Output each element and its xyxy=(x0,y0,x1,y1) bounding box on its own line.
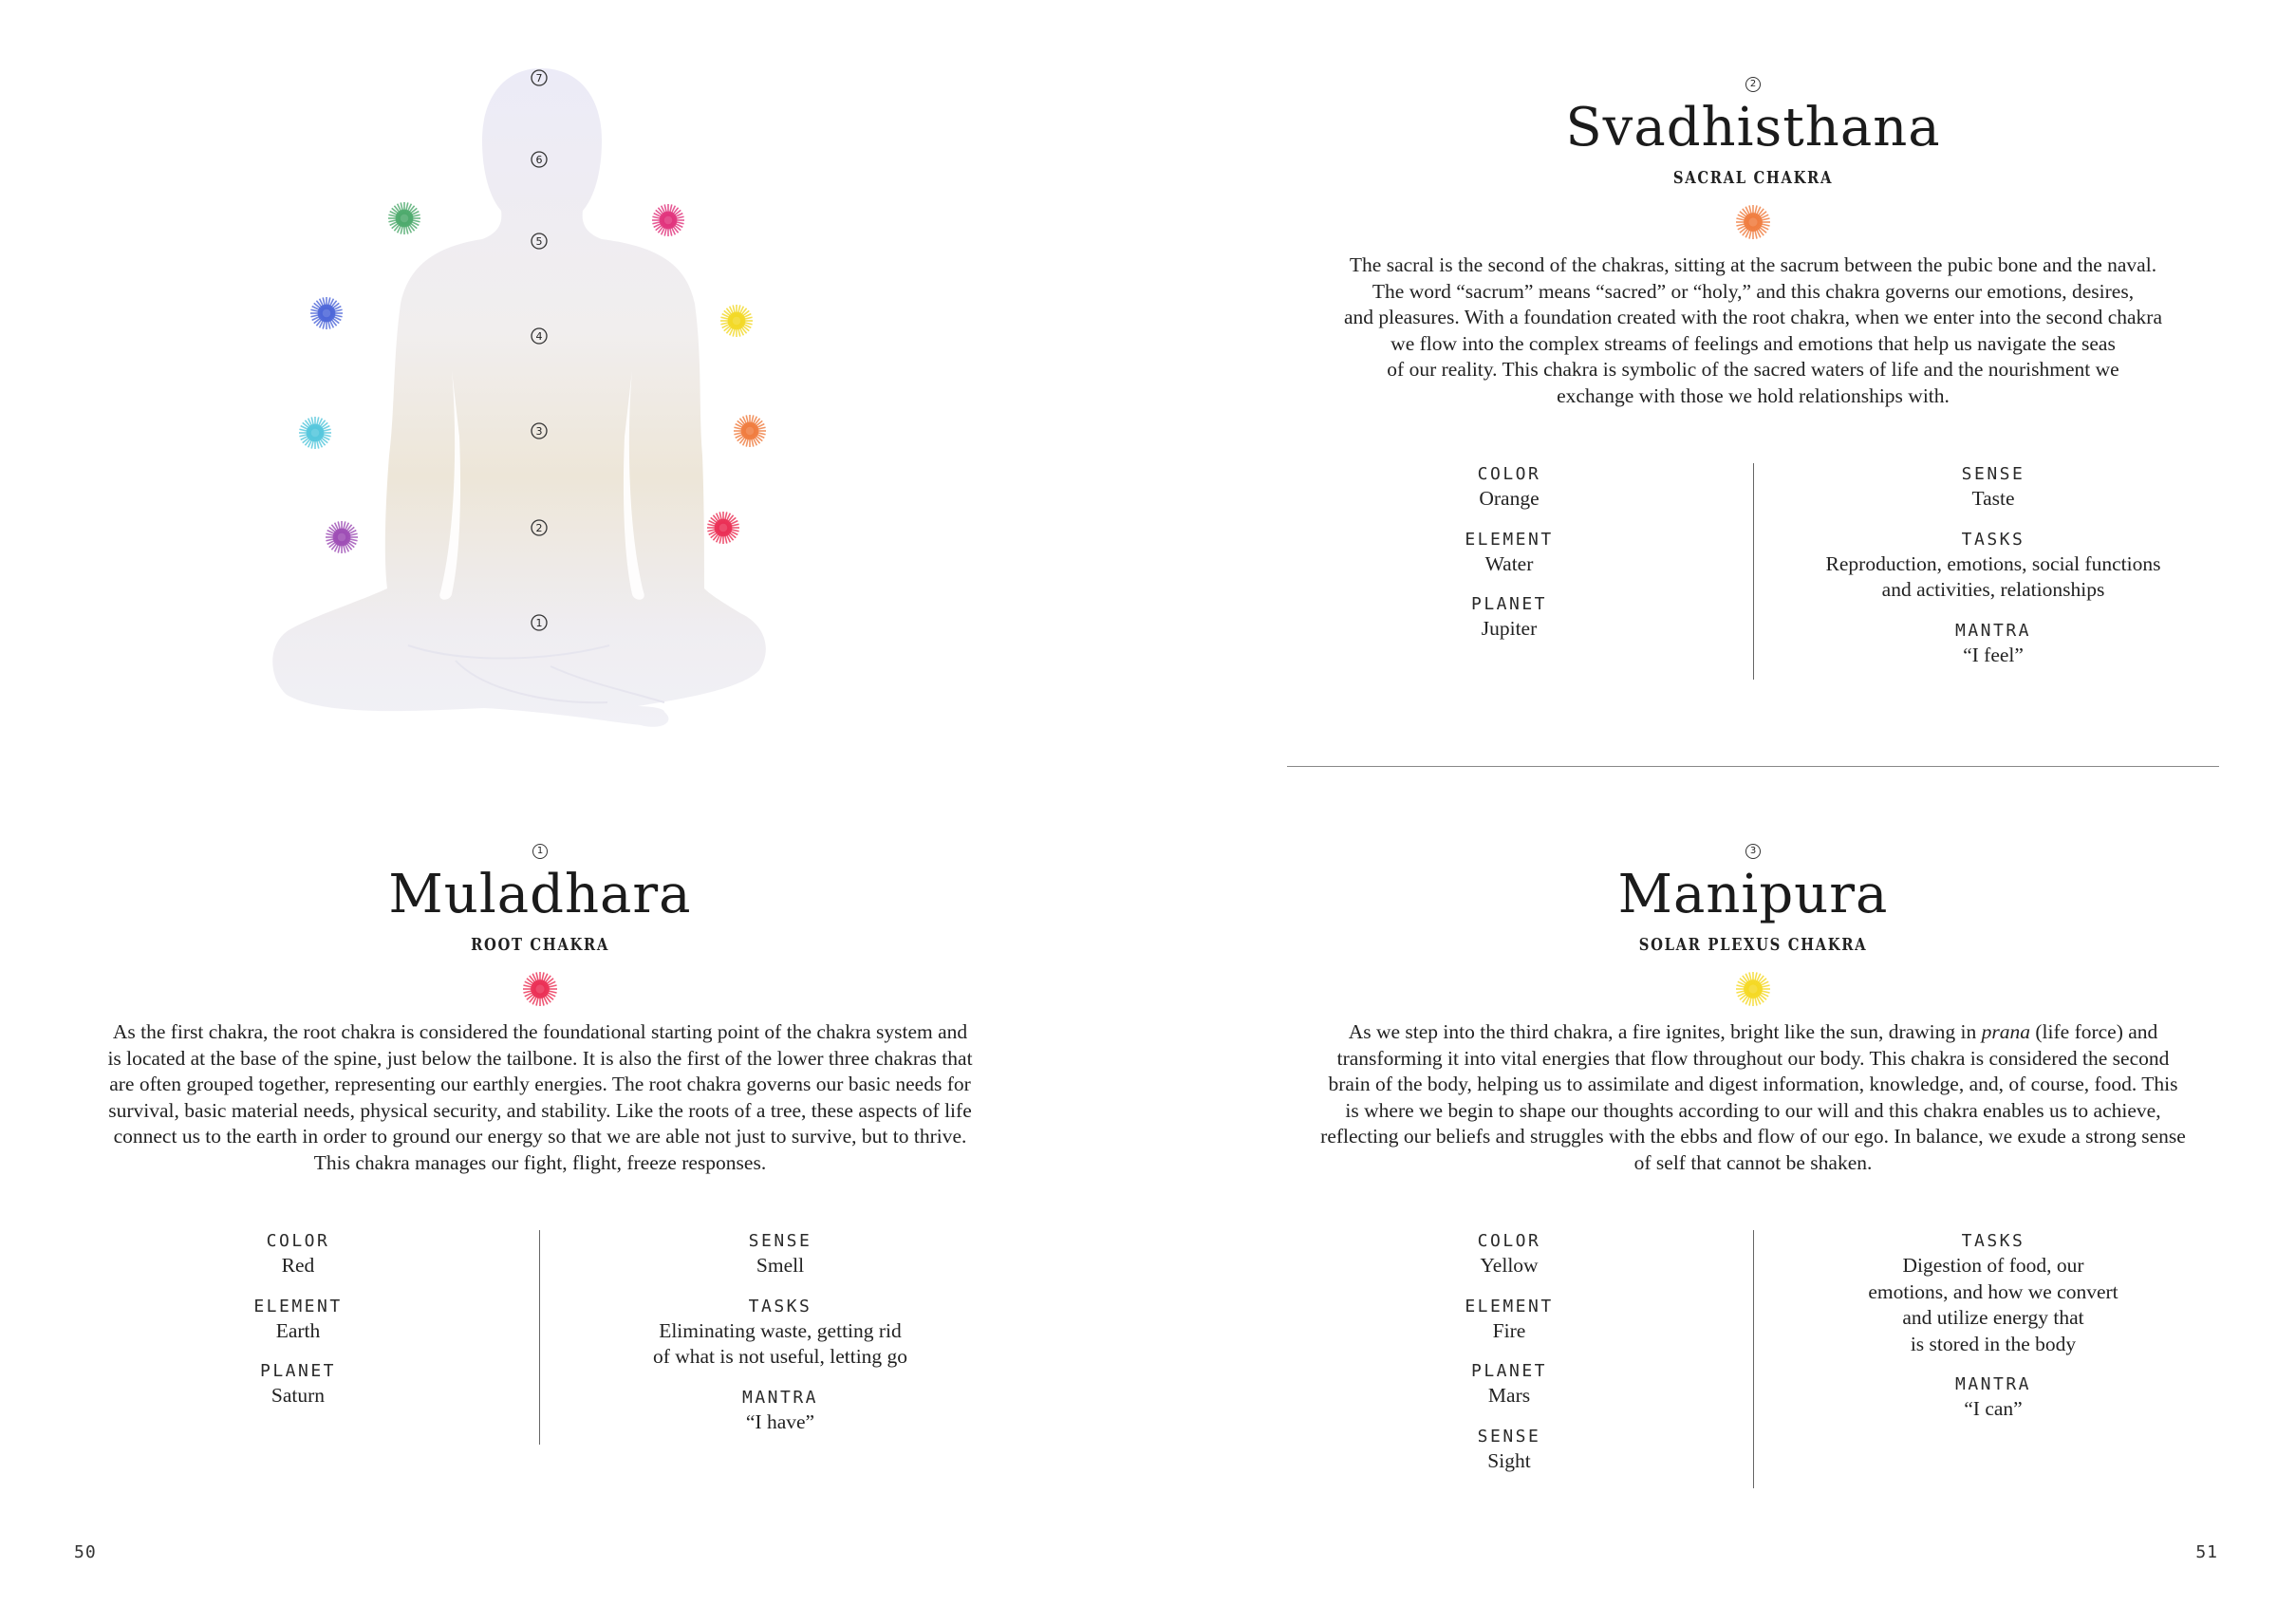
attribute-item xyxy=(1338,1230,1680,1279)
svg-text:2: 2 xyxy=(535,522,543,534)
chakra-number-badge: 3 xyxy=(1745,844,1761,859)
attribute-label: SENSE xyxy=(1477,1426,1541,1447)
attribute-item xyxy=(1338,1296,1680,1345)
chakra-title: Manipura xyxy=(1617,864,1889,925)
attribute-item xyxy=(1338,463,1680,513)
chakra-title: Muladhara xyxy=(388,864,692,925)
section-svadhisthana xyxy=(1287,74,2219,409)
attribute-item xyxy=(1784,620,2202,669)
attribute-label: COLOR xyxy=(1477,464,1541,484)
attribute-value: Saturn xyxy=(271,1384,326,1407)
attribute-label: ELEMENT xyxy=(1465,529,1554,550)
attribute-label: TASKS xyxy=(1961,1231,2025,1251)
attribute-value: Reproduction, emotions, social functions and activities, relationships xyxy=(1825,551,2161,601)
attribute-item xyxy=(571,1296,989,1371)
attribute-label: MANTRA xyxy=(741,1387,819,1408)
muladhara-attributes xyxy=(57,1230,1023,1447)
attribute-label: SENSE xyxy=(748,1231,812,1251)
orb-blue-icon xyxy=(310,297,343,329)
chakra-title: Svadhisthana xyxy=(1565,97,1941,159)
svg-text:7: 7 xyxy=(535,72,543,84)
chakra-subtitle: SOLAR PLEXUS CHAKRA xyxy=(1638,935,1868,955)
chakra-description xyxy=(1287,1019,2219,1176)
attribute-label: MANTRA xyxy=(1954,620,2032,641)
root-color-burst-icon xyxy=(519,968,561,1010)
attribute-value: Sight xyxy=(1487,1448,1531,1472)
attribute-item xyxy=(127,1360,469,1409)
attribute-item xyxy=(1784,1230,2202,1357)
attributes-right-column xyxy=(1784,1230,2202,1439)
svg-text:5: 5 xyxy=(535,235,543,248)
orb-pink-icon xyxy=(652,204,684,236)
attribute-value: Mars xyxy=(1487,1384,1531,1407)
chakra-subtitle: SACRAL CHAKRA xyxy=(1672,168,1834,188)
section-divider-line xyxy=(1287,766,2219,767)
attributes-right-column xyxy=(571,1230,989,1451)
attribute-label: TASKS xyxy=(748,1296,812,1316)
attribute-item xyxy=(127,1296,469,1345)
attribute-value: Red xyxy=(281,1254,315,1277)
solar-plexus-color-burst-icon xyxy=(1732,968,1774,1010)
attribute-item xyxy=(1338,1360,1680,1409)
attributes-left-column xyxy=(1338,1230,1680,1490)
attribute-label: COLOR xyxy=(266,1231,330,1251)
attribute-value: Orange xyxy=(1479,487,1540,510)
svg-text:1: 1 xyxy=(535,617,543,629)
page-number-right: 51 xyxy=(2195,1542,2218,1562)
attribute-value: Water xyxy=(1484,551,1534,575)
attribute-item xyxy=(1338,1426,1680,1475)
orb-red-icon xyxy=(707,512,739,544)
chakra-subtitle: ROOT CHAKRA xyxy=(471,935,609,955)
attribute-value: Taste xyxy=(1971,487,2015,510)
attribute-value: “I can” xyxy=(1964,1397,2023,1420)
attribute-item xyxy=(1338,529,1680,578)
chakra-number-badge: 2 xyxy=(1745,77,1761,92)
orb-yellow-icon xyxy=(720,305,753,337)
manipura-attributes xyxy=(1287,1230,2219,1488)
svg-text:4: 4 xyxy=(535,330,543,343)
attribute-value: Earth xyxy=(275,1318,321,1342)
attribute-item xyxy=(127,1230,469,1279)
chakra-description: As the first chakra, the root chakra is considered the foundational starting point of the chakra system and is located at the base of the spine, just below the tailbone. It is also the first of the lower three chakras that are often grouped together, representing our earthly energies. The root chakra governs our basic needs for survival, basic material needs, physical security, and stability. Like the roots of a tree, these aspects of life connect us to the earth in order to ground our energy so that we are able not just to survive, but to thrive. This chakra manages our fight, flight, freeze responses. xyxy=(107,1020,973,1174)
attribute-label: ELEMENT xyxy=(1465,1296,1554,1316)
section-manipura xyxy=(1287,841,2219,1176)
attribute-value: Eliminating waste, getting rid of what is not useful, letting go xyxy=(652,1318,908,1368)
attribute-label: PLANET xyxy=(259,1361,337,1381)
attribute-item xyxy=(1784,529,2202,604)
attribute-value: Digestion of food, our emotions, and how we convert and utilize energy that is stored in the body xyxy=(1868,1254,2118,1355)
attribute-value: “I have” xyxy=(745,1409,815,1433)
attribute-value: “I feel” xyxy=(1963,643,2024,666)
orb-cyan-icon xyxy=(299,417,331,449)
chakra-number-badge: 1 xyxy=(532,844,548,859)
chakra-description: The sacral is the second of the chakras, sitting at the sacrum between the pubic bone and the naval. The word “sacrum” means “sacred” or “holy,” and this chakra governs our emotions, desires, and pleasures. With a foundation created with the root chakra, when we enter into the second chakra we flow into the complex streams of feelings and emotions that help us navigate the seas of our reality. This chakra is symbolic of the sacred waters of life and the nourishment we exchange with those we hold relationships with. xyxy=(1344,253,2162,407)
section-muladhara xyxy=(57,841,1023,1176)
svadhisthana-attributes xyxy=(1287,463,2219,680)
attribute-item xyxy=(1784,463,2202,513)
orb-orange-icon xyxy=(734,415,766,447)
chakra-figure-illustration xyxy=(266,57,835,740)
meditating-body xyxy=(272,68,766,727)
attribute-value: Smell xyxy=(756,1254,805,1277)
column-divider xyxy=(539,1230,540,1445)
orb-green-icon xyxy=(388,202,420,234)
orb-purple-icon xyxy=(326,521,358,553)
chakra-figure-svg xyxy=(266,57,835,740)
attribute-label: SENSE xyxy=(1961,464,2025,484)
attribute-label: COLOR xyxy=(1477,1231,1541,1251)
attribute-value: Yellow xyxy=(1480,1254,1539,1277)
attribute-item xyxy=(571,1387,989,1436)
page-number-left: 50 xyxy=(74,1542,97,1562)
attribute-value: Jupiter xyxy=(1481,617,1538,640)
attributes-left-column xyxy=(1338,463,1680,659)
attributes-right-column xyxy=(1784,463,2202,684)
attribute-item xyxy=(1338,593,1680,643)
attribute-label: MANTRA xyxy=(1954,1374,2032,1394)
svg-text:3: 3 xyxy=(535,425,543,438)
attribute-label: ELEMENT xyxy=(253,1296,343,1316)
sacral-color-burst-icon xyxy=(1732,201,1774,243)
column-divider xyxy=(1753,463,1754,680)
description-italic-term: prana xyxy=(1981,1020,2031,1043)
svg-text:6: 6 xyxy=(535,154,543,166)
attribute-item xyxy=(571,1230,989,1279)
description-part: As we step into the third chakra, a fire ignites, bright like the sun, drawing in xyxy=(1348,1020,1982,1043)
attribute-label: TASKS xyxy=(1961,529,2025,550)
column-divider xyxy=(1753,1230,1754,1488)
attribute-label: PLANET xyxy=(1470,594,1548,614)
attribute-label: PLANET xyxy=(1470,1361,1548,1381)
attribute-item xyxy=(1784,1373,2202,1423)
attribute-value: Fire xyxy=(1492,1318,1526,1342)
description-part: (life force) and transforming it into vital energies that flow throughout our body. This chakra is considered the second brain of the body, helping us to assimilate and digest information, knowledge, and, of course, food. This is where we begin to shape our thoughts according to our will and this chakra enables us to achieve, reflecting our beliefs and struggles with the ebbs and flow of our ego. In balance, we exude a strong sense of self that cannot be shaken. xyxy=(1320,1020,2186,1174)
attributes-left-column xyxy=(127,1230,469,1426)
